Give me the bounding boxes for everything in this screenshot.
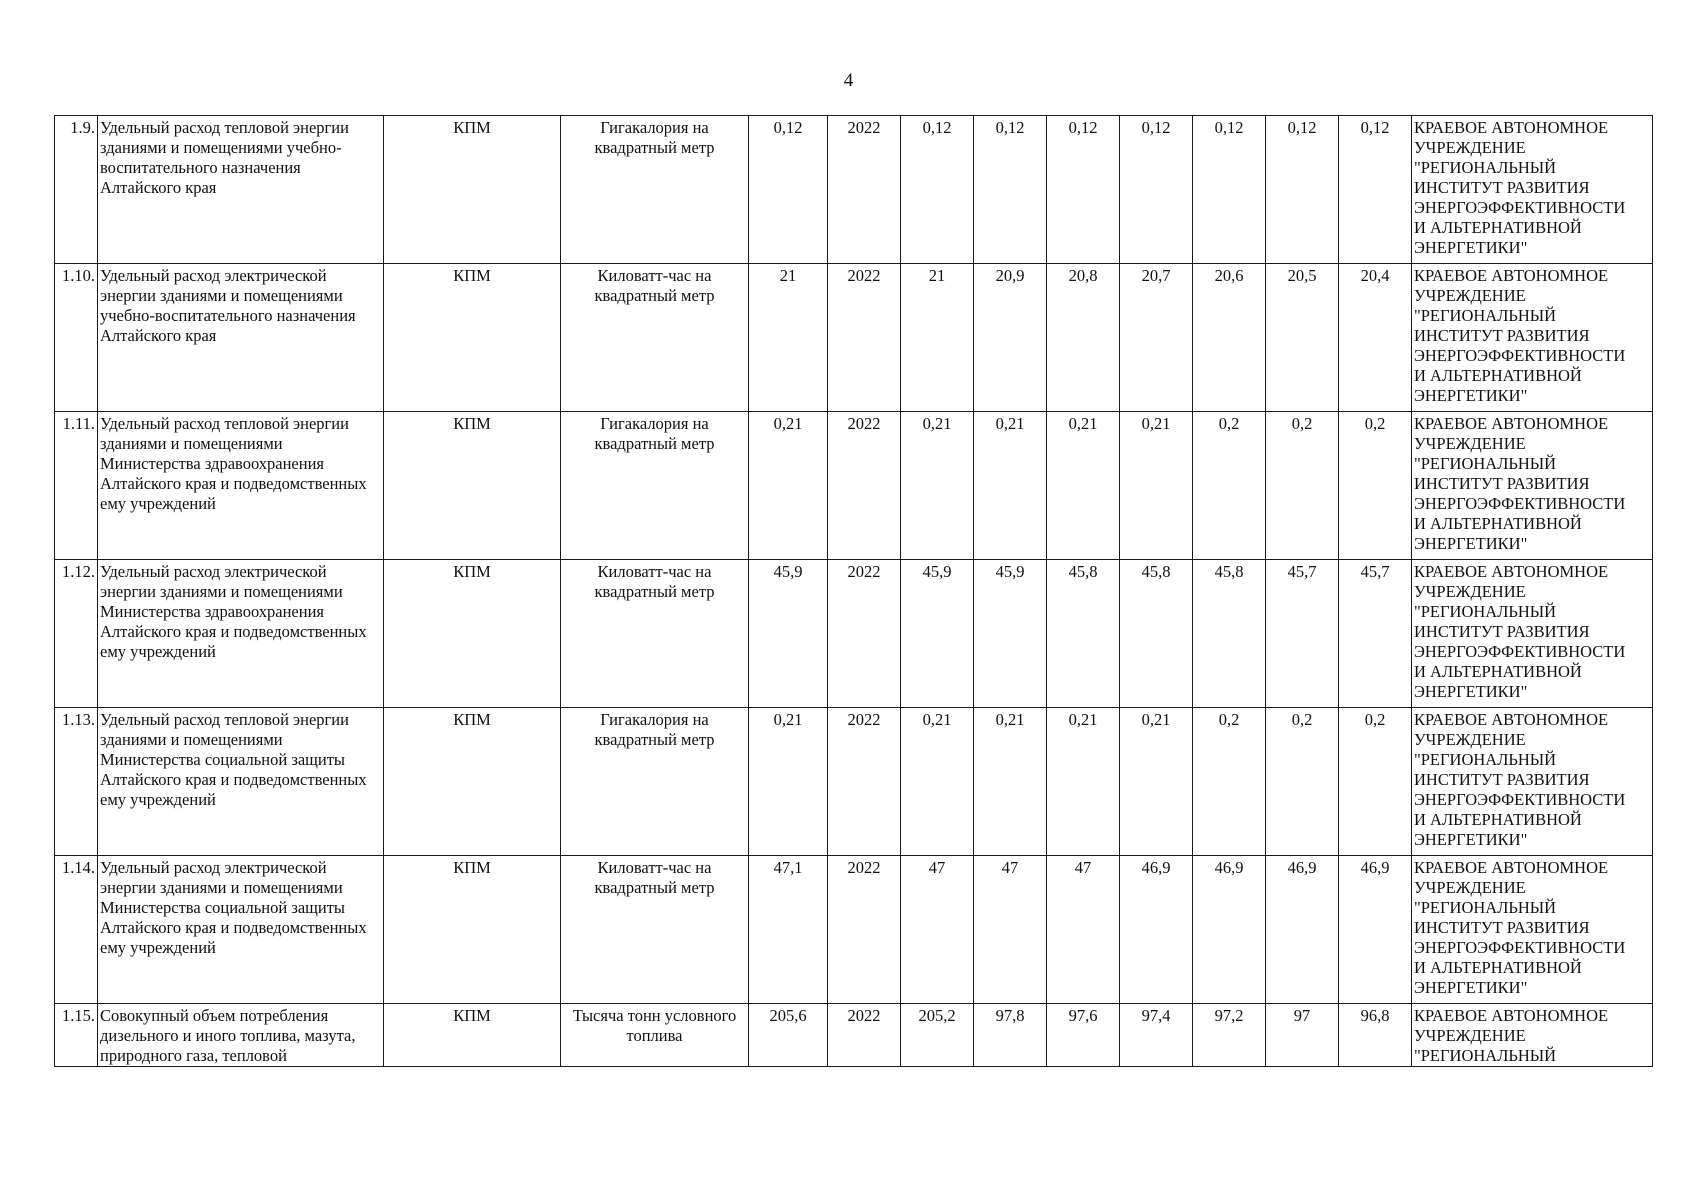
base-year: 2022	[828, 560, 901, 708]
organization-line: КРАЕВОЕ АВТОНОМНОЕ	[1414, 266, 1609, 285]
indicator-type: КПМ	[384, 264, 561, 412]
value-year-7: 20,4	[1339, 264, 1412, 412]
value-year-1: 47	[901, 856, 974, 1004]
value-year-6: 46,9	[1266, 856, 1339, 1004]
table-row	[55, 1004, 1653, 1067]
indicator-type: КПМ	[384, 856, 561, 1004]
organization-line: УЧРЕЖДЕНИЕ	[1414, 730, 1526, 749]
base-year: 2022	[828, 856, 901, 1004]
base-year: 2022	[828, 1004, 901, 1067]
value-year-6: 20,5	[1266, 264, 1339, 412]
value-year-7: 96,8	[1339, 1004, 1412, 1067]
indicator-type: КПМ	[384, 116, 561, 264]
organization-line: И АЛЬТЕРНАТИВНОЙ	[1414, 662, 1582, 681]
base-year: 2022	[828, 412, 901, 560]
row-number: 1.13.	[55, 708, 98, 856]
value-year-1: 21	[901, 264, 974, 412]
responsible-organization	[1412, 560, 1653, 708]
value-year-3: 20,8	[1047, 264, 1120, 412]
indicator-type: КПМ	[384, 1004, 561, 1067]
indicator-name: Удельный расход электрической энергии зданиями и помещениями Министерства социальной защиты Алтайского края и подведомственных ему учреждений	[98, 856, 384, 1004]
organization-line: ИНСТИТУТ РАЗВИТИЯ	[1414, 622, 1590, 641]
organization-line: ИНСТИТУТ РАЗВИТИЯ	[1414, 474, 1590, 493]
row-number: 1.15.	[55, 1004, 98, 1067]
responsible-organization	[1412, 708, 1653, 856]
organization-line: КРАЕВОЕ АВТОНОМНОЕ	[1414, 858, 1609, 877]
organization-line: ЭНЕРГОЭФФЕКТИВНОСТИ	[1414, 198, 1626, 217]
value-year-4: 97,4	[1120, 1004, 1193, 1067]
responsible-organization	[1412, 116, 1653, 264]
indicator-type: КПМ	[384, 412, 561, 560]
value-year-5: 0,2	[1193, 708, 1266, 856]
organization-line: "РЕГИОНАЛЬНЫЙ	[1414, 454, 1557, 473]
value-year-2: 45,9	[974, 560, 1047, 708]
organization-line: КРАЕВОЕ АВТОНОМНОЕ	[1414, 118, 1609, 137]
organization-line: ЭНЕРГОЭФФЕКТИВНОСТИ	[1414, 642, 1626, 661]
indicator-type: КПМ	[384, 708, 561, 856]
organization-line: УЧРЕЖДЕНИЕ	[1414, 434, 1526, 453]
organization-line: И АЛЬТЕРНАТИВНОЙ	[1414, 958, 1582, 977]
organization-line: ЭНЕРГЕТИКИ"	[1414, 682, 1528, 701]
value-year-4: 0,21	[1120, 708, 1193, 856]
responsible-organization	[1412, 856, 1653, 1004]
value-year-7: 0,2	[1339, 708, 1412, 856]
value-year-2: 0,21	[974, 708, 1047, 856]
responsible-organization	[1412, 412, 1653, 560]
organization-line: ЭНЕРГОЭФФЕКТИВНОСТИ	[1414, 790, 1626, 809]
organization-line: И АЛЬТЕРНАТИВНОЙ	[1414, 810, 1582, 829]
unit-of-measure: Киловатт-час на квадратный метр	[561, 560, 749, 708]
indicator-name: Удельный расход электрической энергии зданиями и помещениями Министерства здравоохранения Алтайского края и подведомственных ему учреждений	[98, 560, 384, 708]
base-value: 47,1	[749, 856, 828, 1004]
organization-line: ИНСТИТУТ РАЗВИТИЯ	[1414, 178, 1590, 197]
value-year-5: 0,2	[1193, 412, 1266, 560]
value-year-3: 0,12	[1047, 116, 1120, 264]
value-year-4: 46,9	[1120, 856, 1193, 1004]
indicator-name: Совокупный объем потребления дизельного и иного топлива, мазута, природного газа, тепловой	[98, 1004, 384, 1067]
unit-of-measure: Гигакалория на квадратный метр	[561, 412, 749, 560]
value-year-4: 20,7	[1120, 264, 1193, 412]
organization-line: "РЕГИОНАЛЬНЫЙ	[1414, 750, 1557, 769]
value-year-7: 0,12	[1339, 116, 1412, 264]
indicator-name: Удельный расход электрической энергии зданиями и помещениями учебно-воспитательного назначения Алтайского края	[98, 264, 384, 412]
value-year-7: 46,9	[1339, 856, 1412, 1004]
value-year-5: 45,8	[1193, 560, 1266, 708]
value-year-7: 0,2	[1339, 412, 1412, 560]
value-year-3: 97,6	[1047, 1004, 1120, 1067]
value-year-1: 0,21	[901, 708, 974, 856]
unit-of-measure: Киловатт-час на квадратный метр	[561, 856, 749, 1004]
table-row	[55, 412, 1653, 560]
value-year-1: 45,9	[901, 560, 974, 708]
value-year-6: 0,2	[1266, 708, 1339, 856]
organization-line: УЧРЕЖДЕНИЕ	[1414, 286, 1526, 305]
value-year-5: 20,6	[1193, 264, 1266, 412]
row-number: 1.14.	[55, 856, 98, 1004]
base-value: 0,12	[749, 116, 828, 264]
base-year: 2022	[828, 264, 901, 412]
value-year-4: 0,12	[1120, 116, 1193, 264]
value-year-6: 45,7	[1266, 560, 1339, 708]
value-year-3: 0,21	[1047, 412, 1120, 560]
base-value: 205,6	[749, 1004, 828, 1067]
organization-line: УЧРЕЖДЕНИЕ	[1414, 1026, 1526, 1045]
organization-line: КРАЕВОЕ АВТОНОМНОЕ	[1414, 414, 1609, 433]
row-number: 1.12.	[55, 560, 98, 708]
responsible-organization	[1412, 264, 1653, 412]
organization-line: ИНСТИТУТ РАЗВИТИЯ	[1414, 326, 1590, 345]
row-number: 1.11.	[55, 412, 98, 560]
value-year-1: 205,2	[901, 1004, 974, 1067]
base-value: 21	[749, 264, 828, 412]
organization-line: "РЕГИОНАЛЬНЫЙ	[1414, 1046, 1557, 1065]
unit-of-measure: Тысяча тонн условного топлива	[561, 1004, 749, 1067]
organization-line: И АЛЬТЕРНАТИВНОЙ	[1414, 514, 1582, 533]
organization-line: ЭНЕРГОЭФФЕКТИВНОСТИ	[1414, 494, 1626, 513]
organization-line: ЭНЕРГЕТИКИ"	[1414, 238, 1528, 257]
base-year: 2022	[828, 708, 901, 856]
value-year-5: 97,2	[1193, 1004, 1266, 1067]
indicators-table	[54, 115, 1653, 1067]
base-value: 0,21	[749, 708, 828, 856]
indicator-name: Удельный расход тепловой энергии зданиями и помещениями Министерства социальной защиты Алтайского края и подведомственных ему учреждений	[98, 708, 384, 856]
value-year-5: 0,12	[1193, 116, 1266, 264]
value-year-3: 47	[1047, 856, 1120, 1004]
table-row	[55, 560, 1653, 708]
value-year-4: 45,8	[1120, 560, 1193, 708]
value-year-2: 0,12	[974, 116, 1047, 264]
organization-line: КРАЕВОЕ АВТОНОМНОЕ	[1414, 1006, 1609, 1025]
value-year-6: 0,12	[1266, 116, 1339, 264]
value-year-1: 0,12	[901, 116, 974, 264]
value-year-3: 0,21	[1047, 708, 1120, 856]
value-year-2: 20,9	[974, 264, 1047, 412]
value-year-6: 0,2	[1266, 412, 1339, 560]
organization-line: "РЕГИОНАЛЬНЫЙ	[1414, 158, 1557, 177]
value-year-5: 46,9	[1193, 856, 1266, 1004]
value-year-7: 45,7	[1339, 560, 1412, 708]
organization-line: УЧРЕЖДЕНИЕ	[1414, 138, 1526, 157]
table-row	[55, 708, 1653, 856]
value-year-2: 0,21	[974, 412, 1047, 560]
organization-line: ЭНЕРГОЭФФЕКТИВНОСТИ	[1414, 346, 1626, 365]
indicator-name: Удельный расход тепловой энергии зданиями и помещениями Министерства здравоохранения Алтайского края и подведомственных ему учреждений	[98, 412, 384, 560]
organization-line: ЭНЕРГЕТИКИ"	[1414, 978, 1528, 997]
indicator-type: КПМ	[384, 560, 561, 708]
row-number: 1.10.	[55, 264, 98, 412]
organization-line: УЧРЕЖДЕНИЕ	[1414, 582, 1526, 601]
organization-line: ИНСТИТУТ РАЗВИТИЯ	[1414, 770, 1590, 789]
organization-line: ЭНЕРГЕТИКИ"	[1414, 386, 1528, 405]
table-row	[55, 856, 1653, 1004]
value-year-3: 45,8	[1047, 560, 1120, 708]
table-row	[55, 116, 1653, 264]
organization-line: "РЕГИОНАЛЬНЫЙ	[1414, 602, 1557, 621]
base-year: 2022	[828, 116, 901, 264]
organization-line: КРАЕВОЕ АВТОНОМНОЕ	[1414, 562, 1609, 581]
base-value: 45,9	[749, 560, 828, 708]
value-year-6: 97	[1266, 1004, 1339, 1067]
organization-line: ЭНЕРГЕТИКИ"	[1414, 830, 1528, 849]
table-row	[55, 264, 1653, 412]
page-number: 4	[843, 70, 854, 91]
organization-line: ЭНЕРГЕТИКИ"	[1414, 534, 1528, 553]
unit-of-measure: Гигакалория на квадратный метр	[561, 116, 749, 264]
value-year-1: 0,21	[901, 412, 974, 560]
organization-line: ЭНЕРГОЭФФЕКТИВНОСТИ	[1414, 938, 1626, 957]
value-year-2: 97,8	[974, 1004, 1047, 1067]
table-body	[55, 116, 1653, 1067]
organization-line: "РЕГИОНАЛЬНЫЙ	[1414, 898, 1557, 917]
indicator-name: Удельный расход тепловой энергии зданиями и помещениями учебно-воспитательного назначения Алтайского края	[98, 116, 384, 264]
organization-line: И АЛЬТЕРНАТИВНОЙ	[1414, 366, 1582, 385]
organization-line: ИНСТИТУТ РАЗВИТИЯ	[1414, 918, 1590, 937]
organization-line: КРАЕВОЕ АВТОНОМНОЕ	[1414, 710, 1609, 729]
organization-line: УЧРЕЖДЕНИЕ	[1414, 878, 1526, 897]
organization-line: И АЛЬТЕРНАТИВНОЙ	[1414, 218, 1582, 237]
unit-of-measure: Гигакалория на квадратный метр	[561, 708, 749, 856]
unit-of-measure: Киловатт-час на квадратный метр	[561, 264, 749, 412]
base-value: 0,21	[749, 412, 828, 560]
value-year-2: 47	[974, 856, 1047, 1004]
value-year-4: 0,21	[1120, 412, 1193, 560]
row-number: 1.9.	[55, 116, 98, 264]
responsible-organization	[1412, 1004, 1653, 1067]
organization-line: "РЕГИОНАЛЬНЫЙ	[1414, 306, 1557, 325]
